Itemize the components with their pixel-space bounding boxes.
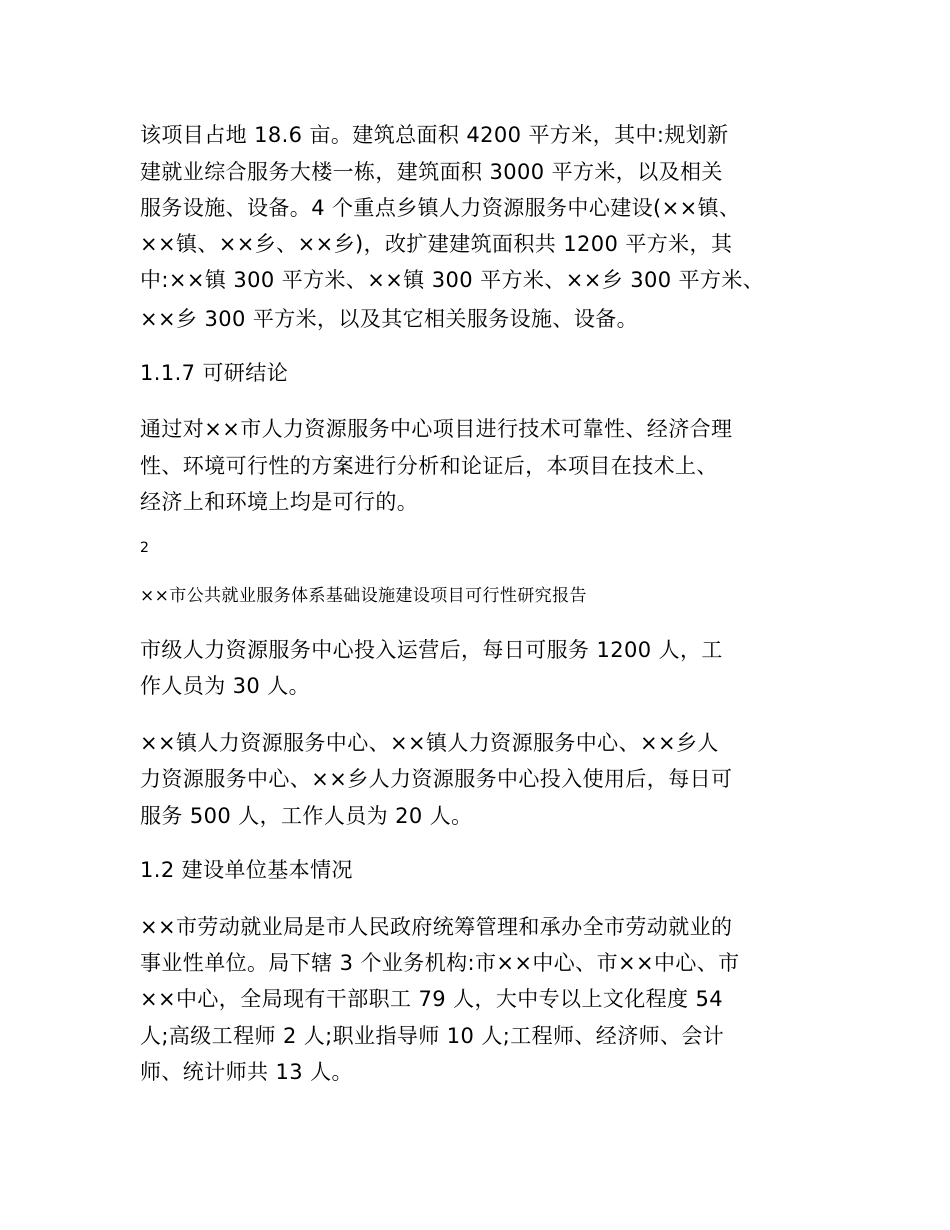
paragraph-line: ××中心，全局现有干部职工 79 人，大中专以上文化程度 54 <box>140 987 724 1011</box>
paragraph-line: 人;高级工程师 2 人;职业指导师 10 人;工程师、经济师、会计 <box>140 1024 725 1048</box>
paragraph-line: ××市劳动就业局是市人民政府统筹管理和承办全市劳动就业的 <box>140 915 733 939</box>
page-number: 2 <box>140 540 150 556</box>
paragraph-line: ××乡 300 平方米，以及其它相关服务设施、设备。 <box>140 307 639 331</box>
paragraph-line: 建就业综合服务大楼一栋，建筑面积 3000 平方米，以及相关 <box>140 160 723 184</box>
paragraph-line: 市级人力资源服务中心投入运营后，每日可服务 1200 人，工 <box>140 638 723 662</box>
paragraph-line: ××镇、××乡、××乡)，改扩建建筑面积共 1200 平方米，其 <box>140 232 733 256</box>
paragraph-line: 性、环境可行性的方案进行分析和论证后，本项目在技术上、 <box>140 454 718 478</box>
paragraph-line: 中:××镇 300 平方米、××镇 300 平方米、××乡 300 平方米、 <box>140 268 765 292</box>
paragraph-line: 该项目占地 18.6 亩。建筑总面积 4200 平方米，其中:规划新 <box>140 123 729 147</box>
paragraph-line: ××镇人力资源服务中心、××镇人力资源服务中心、××乡人 <box>140 731 719 755</box>
section-heading: 1.2 建设单位基本情况 <box>140 858 353 882</box>
paragraph-line: 服务 500 人，工作人员为 20 人。 <box>140 804 473 828</box>
paragraph-line: 通过对××市人力资源服务中心项目进行技术可靠性、经济合理 <box>140 417 733 441</box>
paragraph-line: 作人员为 30 人。 <box>140 674 311 698</box>
paragraph-line: 力资源服务中心、××乡人力资源服务中心投入使用后，每日可 <box>140 767 733 791</box>
paragraph-line: 师、统计师共 13 人。 <box>140 1060 353 1084</box>
paragraph-line: 经济上和环境上均是可行的。 <box>140 490 419 514</box>
running-header: ××市公共就业服务体系基础设施建设项目可行性研究报告 <box>140 586 587 606</box>
paragraph-line: 事业性单位。局下辖 3 个业务机构:市××中心、市××中心、市 <box>140 951 740 975</box>
paragraph-line: 服务设施、设备。4 个重点乡镇人力资源服务中心建设(××镇、 <box>140 196 741 220</box>
section-heading: 1.1.7 可研结论 <box>140 361 289 385</box>
